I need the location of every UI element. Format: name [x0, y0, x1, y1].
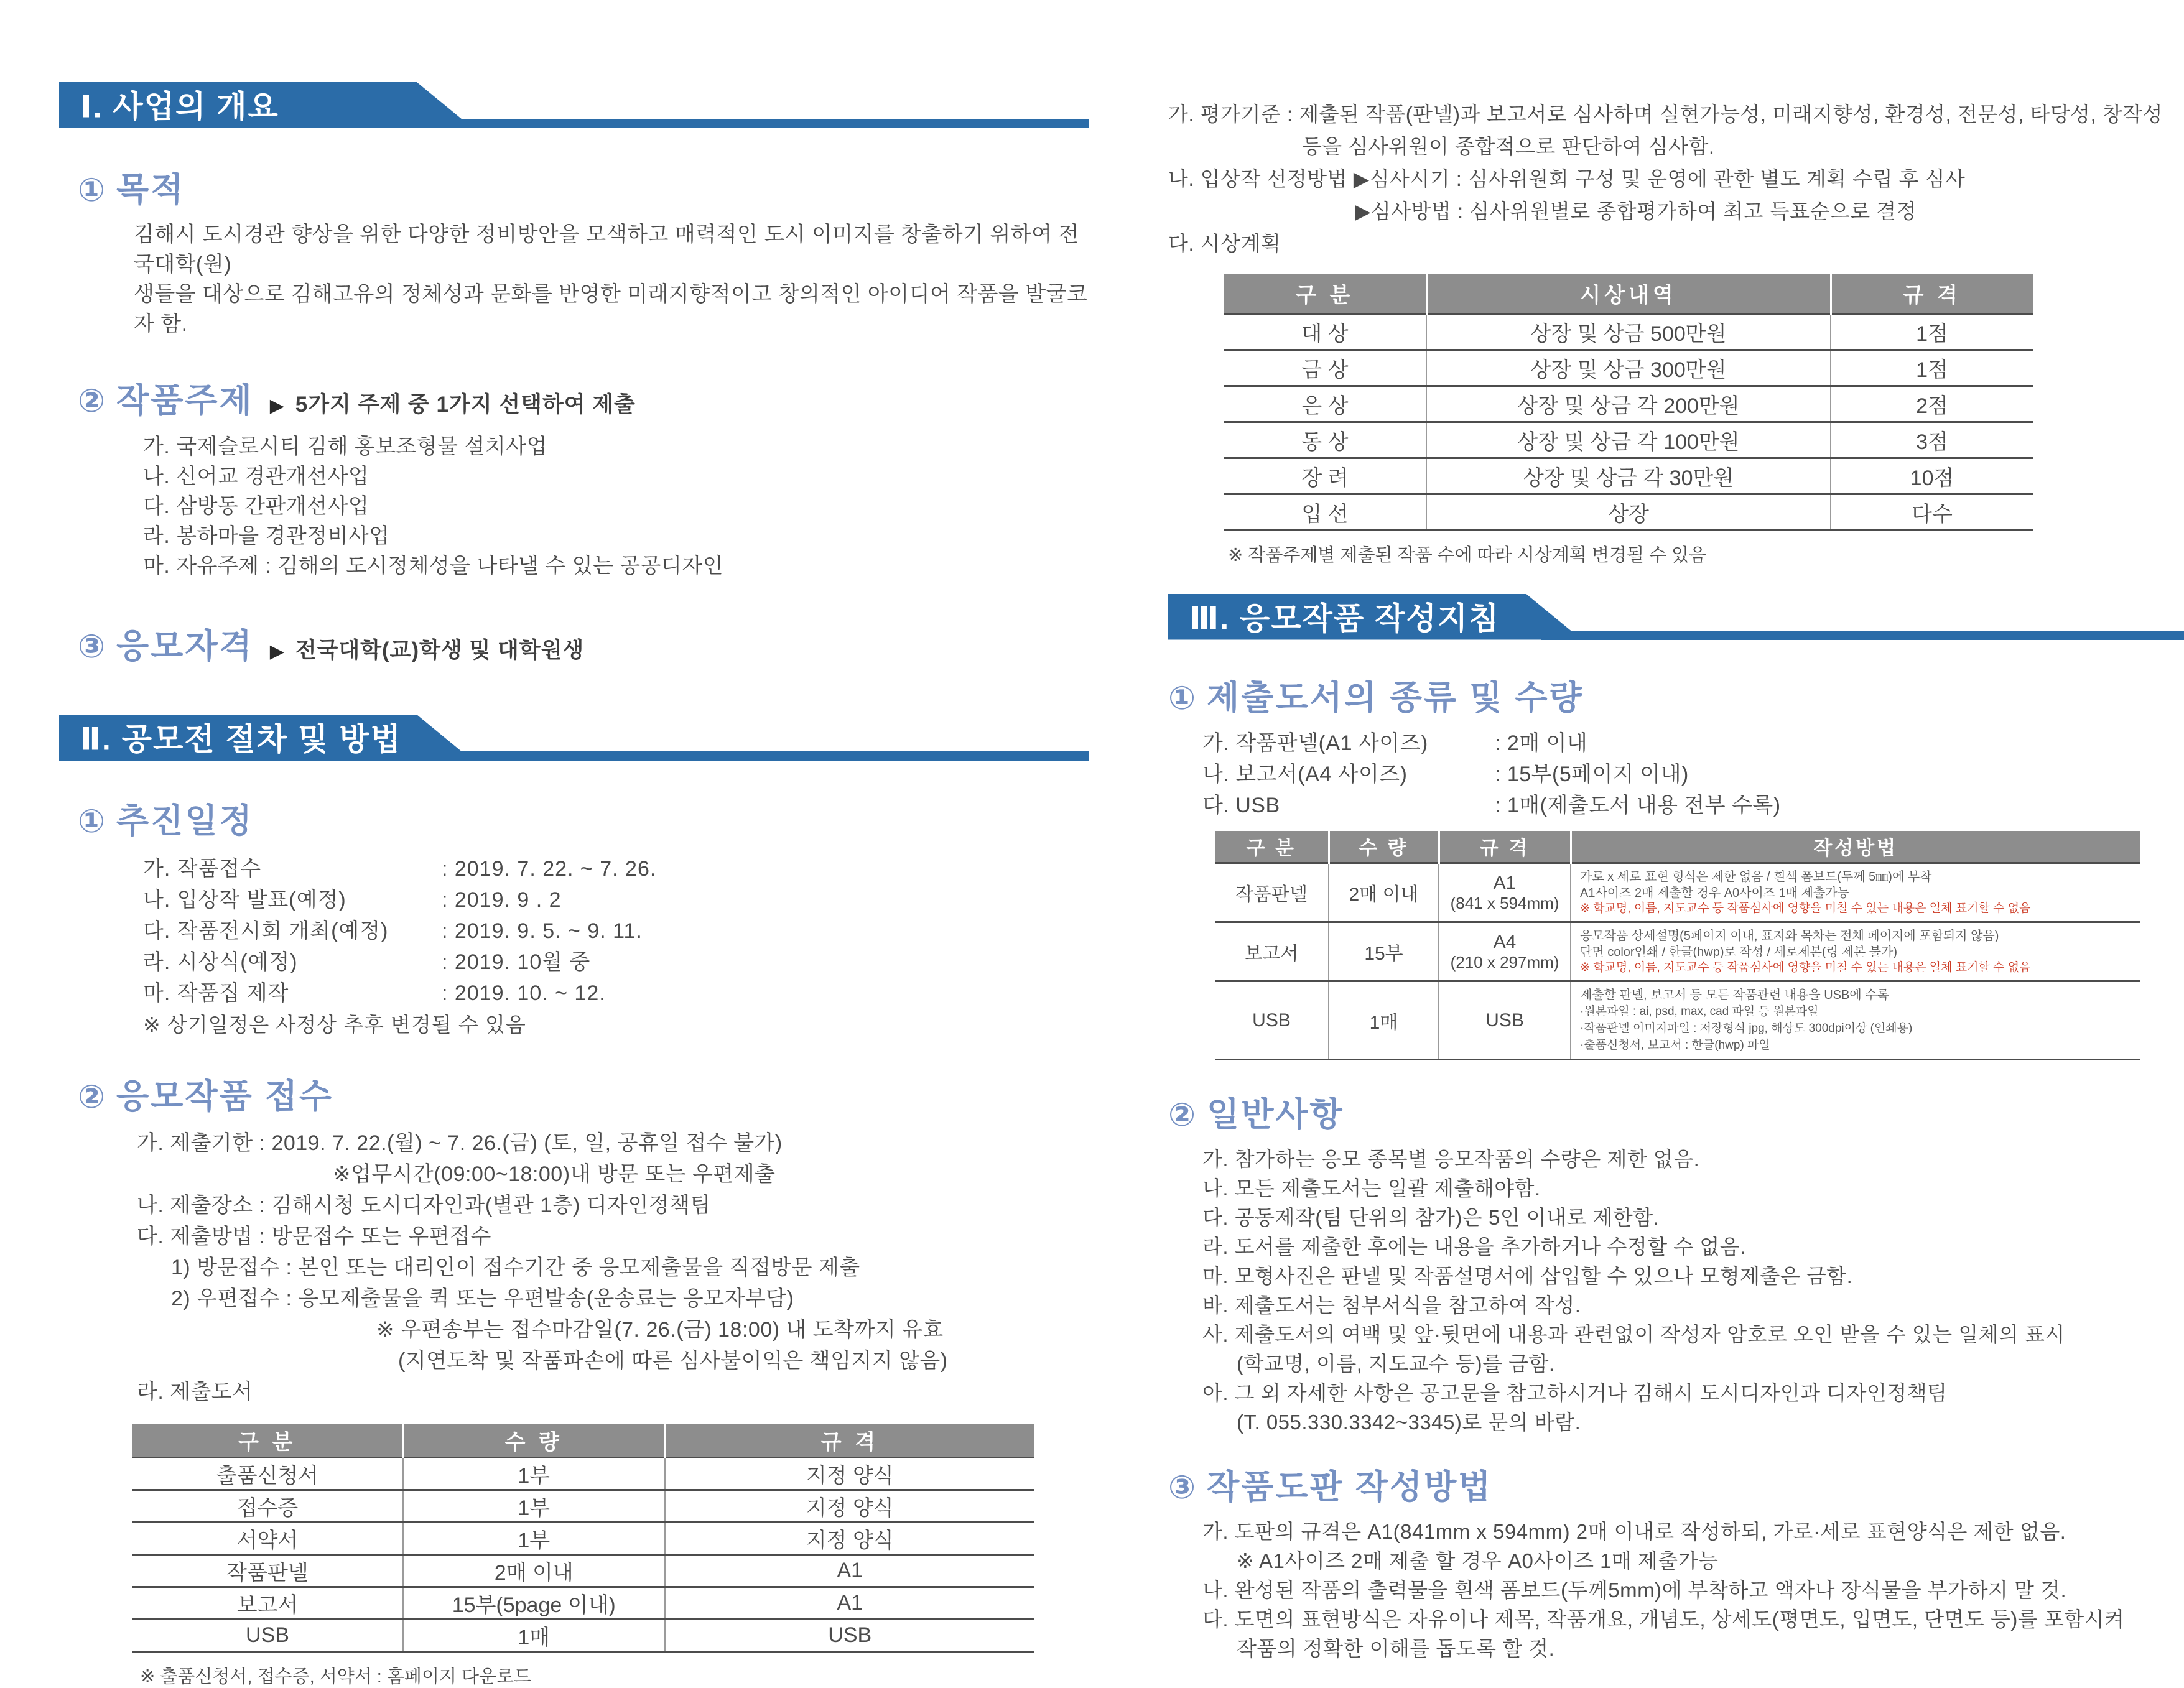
- section1-banner-tail: [432, 119, 1089, 128]
- cell: 2매 이내: [1329, 863, 1439, 922]
- cell: 1점: [1831, 313, 2033, 350]
- right-column: [1168, 98, 2184, 1663]
- cell: 상장 및 상금 각 100만원: [1426, 422, 1831, 458]
- cell: 작품판넬: [1215, 863, 1329, 922]
- documents-table: [132, 1424, 1034, 1653]
- method-line: ·출품신청서, 보고서 : 한글(hwp) 파일: [1580, 1039, 1770, 1052]
- column-header: 구 분: [132, 1424, 403, 1457]
- method-line: 제출할 판넬, 보고서 등 모든 작품관련 내용을 USB에 수록: [1580, 988, 1889, 1002]
- deliverable-value: : 15부(5페이지 이내): [1495, 762, 1689, 786]
- deliverable-label: 가. 작품판넬(A1 사이즈): [1202, 731, 1428, 755]
- submission-line: ※업무시간(09:00~18:00)내 방문 또는 우편제출: [333, 1162, 776, 1186]
- purpose-heading: [78, 163, 1089, 211]
- schedule-title: 추진일정: [116, 802, 254, 840]
- deliverable-value: : 2매 이내: [1495, 731, 1588, 755]
- submission-line: ※ 우편송부는 접수마감일(7. 26.(금) 18:00) 내 도착까지 유효: [376, 1318, 944, 1342]
- deliverable-value: : 1매(제출도서 내용 전부 수록): [1495, 793, 1781, 817]
- section2-banner-tail: [432, 751, 1089, 761]
- general-heading: [1168, 1088, 2184, 1136]
- schedule-value: : 2019. 9 . 2: [442, 888, 562, 912]
- method-warning: ※ 학교명, 이름, 지도교수 등 작품심사에 영향을 미칠 수 있는 내용은 일체 표기할 수 없음: [1580, 961, 2031, 974]
- schedule-label: 나. 입상작 발표(예정): [143, 888, 346, 912]
- evaluation-line: ▶심사방법 : 심사위원별로 종합평가하여 최고 득표순으로 결정: [1355, 200, 1917, 223]
- method-line: ·원본파일 : ai, psd, max, cad 파일 등 원본파일: [1580, 1005, 1819, 1018]
- list-item: 다. 삼방동 간판개선사업: [143, 494, 369, 518]
- section2-banner-title: Ⅱ. 공모전 절차 및 방법: [80, 721, 402, 757]
- list-item: 사. 제출도서의 여백 및 앞·뒷면에 내용과 관련없이 작성자 암호로 오인 받을 수 있는 일체의 표시: [1202, 1323, 2065, 1346]
- purpose-line: 생들을 대상으로 김해고유의 정체성과 문화를 반영한 미래지향적이고 창의적인 아이디어 작품을 발굴코자 함.: [134, 282, 1088, 336]
- submission-line: 다. 제출방법 : 방문접수 또는 우편접수: [137, 1225, 491, 1248]
- submission-line: 가. 제출기한 : 2019. 7. 22.(월) ~ 7. 26.(금) (토, 일, 공휴일 접수 불가): [137, 1131, 783, 1155]
- list-item: 가. 국제슬로시티 김해 홍보조형물 설치사업: [143, 435, 547, 458]
- submission-heading: [78, 1070, 1089, 1118]
- method-line: 응모작품 상세설명(5페이지 이내, 표지와 목차는 전체 페이지에 포함되지 않음): [1580, 929, 1999, 943]
- cell: 상장 및 상금 500만원: [1426, 313, 1831, 350]
- cell: USB: [132, 1619, 403, 1651]
- deliverables-title: 제출도서의 종류 및 수량: [1207, 679, 1584, 716]
- left-column: [59, 82, 1089, 1688]
- submission-line: 나. 제출장소 : 김해시청 도시디자인과(별관 1층) 디자인정책팀: [137, 1194, 711, 1217]
- triangle-right-icon: ▶: [269, 396, 284, 416]
- table-header-row: [132, 1424, 1034, 1457]
- general-number: ②: [1168, 1097, 1196, 1133]
- purpose-title: 목적: [116, 171, 185, 208]
- schedule-number: ①: [78, 804, 106, 840]
- cell: 대 상: [1224, 313, 1426, 350]
- cell: 1매: [1329, 981, 1439, 1060]
- list-item: 나. 신어교 경관개선사업: [143, 465, 369, 488]
- list-item: 라. 봉하마을 경관정비사업: [143, 524, 390, 548]
- schedule-heading: [78, 794, 1089, 842]
- list-item: 나. 모든 제출도서는 일괄 제출해야함.: [1202, 1177, 1541, 1200]
- cell: 1매: [403, 1619, 665, 1651]
- schedule-row: [143, 853, 1089, 884]
- submission-number: ②: [78, 1079, 106, 1115]
- table-row: [1224, 494, 2033, 530]
- schedule-row: [143, 884, 1089, 916]
- cell: 보고서: [1215, 922, 1329, 981]
- section3-banner: [1168, 594, 2184, 640]
- table-row: [1224, 386, 2033, 422]
- awards-table-note: ※ 작품주제별 제출된 작품 수에 따라 시상계획 변경될 수 있음: [1228, 545, 1707, 565]
- panel-method-number: ③: [1168, 1470, 1196, 1506]
- cell: 보고서: [132, 1587, 403, 1619]
- size-sub: (210 x 297mm): [1450, 953, 1559, 972]
- evaluation-line: 나. 입상작 선정방법 ▶심사시기 : 심사위원회 구성 및 운영에 관한 별도 계획 수립 후 심사: [1168, 167, 1966, 190]
- table-row: [132, 1587, 1034, 1619]
- column-header: 규 격: [1439, 831, 1571, 863]
- cell: 2매 이내: [403, 1554, 665, 1587]
- cell: 장 려: [1224, 458, 1426, 494]
- submission-line: (지연도착 및 작품파손에 따른 심사불이익은 책임지지 않음): [398, 1349, 948, 1373]
- table-row: [1224, 458, 2033, 494]
- list-item: 다. 도면의 표현방식은 자유이나 제목, 작품개요, 개념도, 상세도(평면도, 입면도, 단면도 등)를 포함시켜: [1202, 1608, 2125, 1631]
- eligibility-number: ③: [78, 629, 106, 665]
- cell: 상장: [1426, 494, 1831, 530]
- table-row: [1224, 350, 2033, 386]
- section2-banner: [59, 715, 1089, 761]
- method-line: 단면 color인쇄 / 한글(hwp)로 작성 / 세로제본(링 제본 불가): [1580, 945, 1898, 959]
- cell: 서약서: [132, 1522, 403, 1554]
- cell: 1부: [403, 1490, 665, 1522]
- schedule-row: [143, 916, 1089, 947]
- cell: 상장 및 상금 300만원: [1426, 350, 1831, 386]
- cell: 출품신청서: [132, 1457, 403, 1490]
- documents-table-note: ※ 출품신청서, 접수증, 서약서 : 홈페이지 다운로드: [140, 1666, 532, 1687]
- column-header: 구 분: [1224, 274, 1426, 313]
- cell: 다수: [1831, 494, 2033, 530]
- column-header: 규 격: [1831, 274, 2033, 313]
- cell: [1439, 922, 1571, 981]
- eligibility-title: 응모자격: [116, 628, 254, 665]
- method-line: 가로 x 세로 표현 형식은 제한 없음 / 흰색 폼보드(두께 5㎜)에 부착: [1580, 870, 1932, 884]
- column-header: 규 격: [665, 1424, 1035, 1457]
- schedule-note: ※ 상기일정은 사정상 추후 변경될 수 있음: [143, 1013, 526, 1036]
- schedule-row: [143, 947, 1089, 978]
- method-cell: [1571, 981, 2140, 1060]
- list-item: 마. 자유주제 : 김해의 도시정체성을 나타낼 수 있는 공공디자인: [143, 554, 724, 578]
- column-header: 작성방법: [1571, 831, 2140, 863]
- evaluation-line: 등을 심사위원이 종합적으로 판단하여 심사함.: [1302, 135, 1715, 158]
- deliverable-row: [1202, 728, 2184, 759]
- spec-table: [1215, 831, 2140, 1061]
- column-header: 수 량: [1329, 831, 1439, 863]
- method-warning: ※ 학교명, 이름, 지도교수 등 작품심사에 영향을 미칠 수 있는 내용은 일체 표기할 수 없음: [1580, 902, 2031, 915]
- panel-method-list: [1202, 1517, 2184, 1663]
- table-row: [132, 1457, 1034, 1490]
- schedule-row: [143, 978, 1089, 1009]
- list-item: 다. 공동제작(팀 단위의 참가)은 5인 이내로 제한함.: [1202, 1206, 1660, 1229]
- submission-body: [137, 1128, 1089, 1407]
- triangle-right-icon: ▶: [269, 641, 284, 662]
- section3-banner-tail: [1541, 631, 2184, 640]
- panel-method-heading: [1168, 1460, 2184, 1508]
- purpose-number: ①: [78, 172, 106, 208]
- list-item-continued: ※ A1사이즈 2매 제출 할 경우 A0사이즈 1매 제출가능: [1237, 1549, 1719, 1572]
- cell: 1부: [403, 1522, 665, 1554]
- list-item-continued: (학교명, 이름, 지도교수 등)를 금함.: [1237, 1352, 1555, 1375]
- cell: 작품판넬: [132, 1554, 403, 1587]
- deliverable-row: [1202, 790, 2184, 821]
- section1-banner: [59, 82, 1089, 128]
- deliverable-label: 나. 보고서(A4 사이즈): [1202, 762, 1408, 786]
- cell: 금 상: [1224, 350, 1426, 386]
- evaluation-block: [1168, 98, 2184, 260]
- table-header-row: [1224, 274, 2033, 313]
- themes-list: [143, 432, 1089, 581]
- table-row: [1224, 422, 2033, 458]
- cell: USB: [1439, 981, 1571, 1060]
- schedule-value: : 2019. 10. ~ 12.: [442, 981, 606, 1005]
- column-header: 시상내역: [1426, 274, 1831, 313]
- cell: A1: [665, 1587, 1035, 1619]
- method-cell: [1571, 863, 2140, 922]
- list-item: 가. 도판의 규격은 A1(841mm x 594mm) 2매 이내로 작성하되, 가로·세로 표현양식은 제한 없음.: [1202, 1520, 2066, 1543]
- method-cell: [1571, 922, 2140, 981]
- cell: 지정 양식: [665, 1457, 1035, 1490]
- cell: 은 상: [1224, 386, 1426, 422]
- list-item-continued: 작품의 정확한 이해를 돕도록 할 것.: [1237, 1637, 1555, 1660]
- panel-method-title: 작품도판 작성방법: [1207, 1468, 1493, 1506]
- deliverables-list: [1202, 728, 2184, 821]
- cell: A1: [665, 1554, 1035, 1587]
- general-list: [1202, 1144, 2184, 1437]
- section3-banner-title: Ⅲ. 응모작품 작성지침: [1189, 601, 1500, 636]
- list-item: 마. 모형사진은 판넬 및 작품설명서에 삽입할 수 있으나 모형제출은 금함.: [1202, 1264, 1853, 1287]
- submission-line: 1) 방문접수 : 본인 또는 대리인이 접수기간 중 응모제출물을 직접방문 제출: [171, 1256, 860, 1279]
- submission-line: 라. 제출도서: [137, 1380, 253, 1404]
- submission-title: 응모작품 접수: [116, 1078, 334, 1115]
- cell: USB: [665, 1619, 1035, 1651]
- cell: 지정 양식: [665, 1522, 1035, 1554]
- list-item: 아. 그 외 자세한 사항은 공고문을 참고하시거나 김해시 도시디자인과 디자인정책팀: [1202, 1381, 1948, 1404]
- deliverables-number: ①: [1168, 680, 1196, 716]
- list-item: 가. 참가하는 응모 종목별 응모작품의 수량은 제한 없음.: [1202, 1148, 1700, 1171]
- eligibility-lead: 전국대학(교)학생 및 대학원생: [295, 638, 585, 662]
- section1-banner-title: Ⅰ. 사업의 개요: [80, 89, 279, 124]
- table-row: [1215, 863, 2140, 922]
- deliverables-heading: [1168, 671, 2184, 719]
- column-header: 수 량: [403, 1424, 665, 1457]
- submission-line: 2) 우편접수 : 응모제출물을 퀵 또는 우편발송(운송료는 응모자부담): [171, 1287, 794, 1310]
- purpose-line: 김해시 도시경관 향상을 위한 다양한 정비방안을 모색하고 매력적인 도시 이미지를 창출하기 위하여 전국대학(원): [134, 223, 1079, 276]
- method-line: ·작품판넬 이미지파일 : 저장형식 jpg, 해상도 300dpi이상 (인쇄용): [1580, 1022, 1913, 1035]
- evaluation-line: 가. 평가기준 : 제출된 작품(판넬)과 보고서로 심사하며 실현가능성, 미래지향성, 환경성, 전문성, 타당성, 창작성: [1168, 103, 2163, 126]
- cell: USB: [1215, 981, 1329, 1060]
- schedule-label: 라. 시상식(예정): [143, 950, 298, 974]
- cell: 15부(5page 이내): [403, 1587, 665, 1619]
- cell: [1439, 863, 1571, 922]
- themes-title: 작품주제: [116, 382, 254, 419]
- cell: 2점: [1831, 386, 2033, 422]
- themes-number: ②: [78, 383, 106, 419]
- cell: 15부: [1329, 922, 1439, 981]
- method-line: A1사이즈 2매 제출할 경우 A0사이즈 1매 제출가능: [1580, 886, 1849, 900]
- table-row: [132, 1554, 1034, 1587]
- table-row: [1224, 313, 2033, 350]
- schedule-value: : 2019. 10월 중: [442, 950, 591, 974]
- schedule-list: [143, 853, 1089, 1041]
- cell: 1점: [1831, 350, 2033, 386]
- schedule-value: : 2019. 7. 22. ~ 7. 26.: [442, 857, 657, 881]
- cell: 상장 및 상금 각 30만원: [1426, 458, 1831, 494]
- table-row: [132, 1490, 1034, 1522]
- schedule-label: 다. 작품전시회 개최(예정): [143, 919, 389, 943]
- size-sub: (841 x 594mm): [1450, 894, 1559, 912]
- deliverable-label: 다. USB: [1202, 793, 1280, 817]
- general-title: 일반사항: [1207, 1096, 1344, 1133]
- table-row: [1215, 981, 2140, 1060]
- list-item: 바. 제출도서는 첨부서식을 참고하여 작성.: [1202, 1294, 1581, 1317]
- cell: 3점: [1831, 422, 2033, 458]
- cell: 입 선: [1224, 494, 1426, 530]
- themes-lead: 5가지 주제 중 1가지 선택하여 제출: [295, 392, 636, 417]
- cell: 지정 양식: [665, 1490, 1035, 1522]
- cell: 1부: [403, 1457, 665, 1490]
- table-row: [132, 1522, 1034, 1554]
- cell: 동 상: [1224, 422, 1426, 458]
- cell: 10점: [1831, 458, 2033, 494]
- evaluation-line: 다. 시상계획: [1168, 232, 1281, 255]
- schedule-label: 마. 작품집 제작: [143, 981, 289, 1005]
- purpose-body: [134, 220, 1089, 339]
- size-main: A1: [1493, 873, 1517, 893]
- table-header-row: [1215, 831, 2140, 863]
- themes-heading: [78, 374, 1089, 422]
- table-row: [1215, 922, 2140, 981]
- column-header: 구 분: [1215, 831, 1329, 863]
- cell: 상장 및 상금 각 200만원: [1426, 386, 1831, 422]
- table-row: [132, 1619, 1034, 1651]
- schedule-value: : 2019. 9. 5. ~ 9. 11.: [442, 919, 643, 943]
- size-main: A4: [1493, 932, 1517, 952]
- cell: 접수증: [132, 1490, 403, 1522]
- list-item: 나. 완성된 작품의 출력물을 흰색 폼보드(두께5mm)에 부착하고 액자나 장식물을 부가하지 말 것.: [1202, 1579, 2067, 1602]
- deliverable-row: [1202, 759, 2184, 790]
- list-item: 라. 도서를 제출한 후에는 내용을 추가하거나 수정할 수 없음.: [1202, 1235, 1746, 1258]
- awards-table: [1224, 274, 2033, 531]
- schedule-label: 가. 작품접수: [143, 857, 262, 881]
- eligibility-heading: [78, 619, 1089, 667]
- list-item-continued: (T. 055.330.3342~3345)로 문의 바람.: [1237, 1411, 1581, 1434]
